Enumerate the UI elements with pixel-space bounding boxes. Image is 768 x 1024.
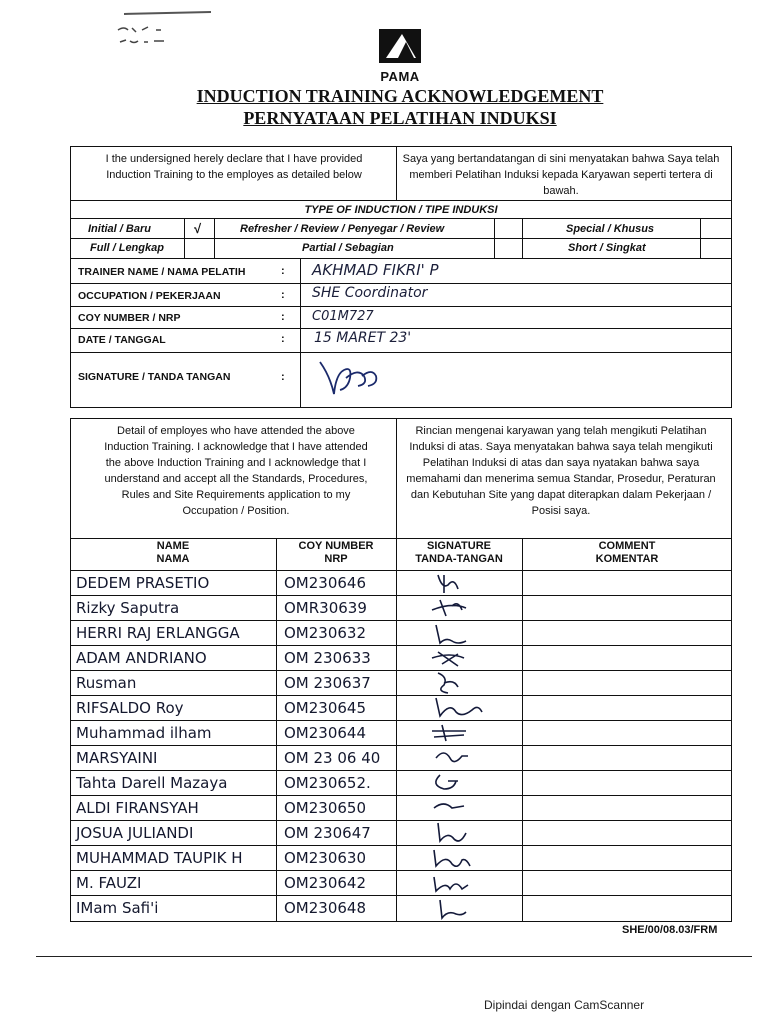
attendee-nrp: OM 230647 [284, 824, 371, 842]
col-header-coy: COY NUMBER NRP [298, 540, 374, 565]
induction-refresher: Refresher / Review / Penyegar / Review [240, 223, 445, 235]
attendee-name: HERRI RAJ ERLANGGA [76, 624, 240, 642]
attendee-name: M. FAUZI [76, 874, 142, 892]
scan-artifact-marks [116, 8, 236, 58]
pama-logo [370, 28, 430, 84]
attendees-intro-id: Rincian mengenai karyawan yang telah mengikuti Pelatihan Induksi di atas. Saya menyatakan bahwa saya telah mengikuti Pelatihan Induksi di atas dan saya nyatakan bahwa saya memahami dan menerima semua Standar, Prosedur, Peraturan dan Kebutuhan Site yang dapat diterapkan dalam Pekerjaan / Posisi saya. [406, 425, 716, 517]
row-divider [70, 670, 732, 671]
col-header-name: NAME NAMA [156, 540, 190, 565]
attendee-nrp: OM230646 [284, 574, 367, 592]
attendee-nrp: OM 23 06 40 [284, 749, 381, 767]
attendee-nrp: OM230644 [284, 724, 367, 742]
form-code: SHE/00/08.03/FRM [622, 924, 718, 936]
signature-label: SIGNATURE / TANDA TANGAN [78, 371, 231, 383]
attendee-nrp: OM 230637 [284, 674, 371, 692]
attendee-name: MUHAMMAD TAUPIK H [76, 849, 243, 867]
induction-full: Full / Lengkap [90, 242, 164, 254]
row-divider [70, 770, 732, 771]
page-title: INDUCTION TRAINING ACKNOWLEDGEMENT [196, 86, 604, 106]
attendee-nrp: OM230650 [284, 799, 367, 817]
attendee-name: Rusman [76, 674, 137, 692]
row-divider [70, 845, 732, 846]
attendee-nrp: OMR30639 [284, 599, 367, 617]
trainer-signature [316, 356, 386, 400]
induction-type-header: TYPE OF INDUCTION / TIPE INDUKSI [304, 204, 498, 216]
coy-number-label: COY NUMBER / NRP [78, 312, 181, 324]
attendee-nrp: OM230652. [284, 774, 371, 792]
induction-initial: Initial / Baru [88, 223, 151, 235]
attendee-signature [430, 621, 490, 645]
row-divider [70, 695, 732, 696]
attendee-name: ADAM ANDRIANO [76, 649, 207, 667]
attendee-signature [430, 871, 490, 895]
attendee-nrp: OM230642 [284, 874, 367, 892]
attendee-signature [430, 821, 490, 845]
induction-short: Short / Singkat [568, 242, 646, 254]
coy-number-value: C01M727 [312, 309, 374, 324]
attendee-signature [430, 746, 490, 770]
attendee-signature [430, 596, 490, 620]
attendee-nrp: OM 230633 [284, 649, 371, 667]
trainer-name-label: TRAINER NAME / NAMA PELATIH [78, 266, 246, 278]
bottom-rule [36, 956, 752, 957]
attendee-nrp: OM230632 [284, 624, 367, 642]
attendee-signature [430, 896, 490, 920]
attendee-name: ALDI FIRANSYAH [76, 799, 199, 817]
induction-partial: Partial / Sebagian [302, 242, 394, 254]
attendee-name: RIFSALDO Roy [76, 699, 184, 717]
induction-initial-check: √ [194, 221, 202, 236]
attendee-name: IMam Safi'i [76, 899, 159, 917]
attendee-name: Muhammad ilham [76, 724, 212, 742]
attendee-signature [430, 571, 490, 595]
occupation-label: OCCUPATION / PEKERJAAN [78, 290, 221, 302]
date-value: 15 MARET 23' [314, 330, 412, 346]
attendee-name: DEDEM PRASETIO [76, 574, 210, 592]
attendee-signature [430, 846, 490, 870]
row-divider [70, 620, 732, 621]
attendee-signature [430, 721, 490, 745]
row-divider [70, 820, 732, 821]
declaration-en: I the undersigned herely declare that I have provided Induction Training to the employes as detailed below [105, 153, 363, 181]
trainer-name-value: AKHMAD FIKRI' P [312, 261, 439, 279]
row-divider [70, 870, 732, 871]
page-subtitle: PERNYATAAN PELATIHAN INDUKSI [243, 108, 557, 128]
attendee-name: JOSUA JULIANDI [76, 824, 194, 842]
induction-special: Special / Khusus [566, 223, 655, 235]
attendee-nrp: OM230630 [284, 849, 367, 867]
attendee-name: MARSYAINI [76, 749, 158, 767]
attendee-signature [430, 646, 490, 670]
attendee-name: Tahta Darell Mazaya [76, 774, 228, 792]
attendee-signature [430, 671, 490, 695]
row-divider [70, 745, 732, 746]
col-header-comment: COMMENT KOMENTAR [595, 540, 659, 565]
declaration-id: Saya yang bertandatangan di sini menyatakan bahwa Saya telah memberi Pelatihan Induksi kepada Karyawan seperti tertera di bawah. [402, 153, 720, 197]
occupation-value: SHE Coordinator [312, 285, 428, 301]
attendee-signature [430, 696, 490, 720]
row-divider [70, 645, 732, 646]
row-divider [70, 720, 732, 721]
col-header-signature: SIGNATURE TANDA-TANGAN [415, 540, 503, 565]
attendee-name: Rizky Saputra [76, 599, 180, 617]
attendee-nrp: OM230648 [284, 899, 367, 917]
pama-logo-icon [378, 28, 422, 64]
attendees-intro-en: Detail of employes who have attended the above Induction Training. I acknowledge that I have attended the above Induction Training and I acknowledge that I understand and accept all the Standards, Procedures, Rules and Site Requirements application to my Occupation / Position. [104, 425, 368, 517]
logo-text: PAMA [380, 69, 420, 84]
attendee-nrp: OM230645 [284, 699, 367, 717]
date-label: DATE / TANGGAL [78, 334, 166, 346]
attendee-signature [430, 771, 490, 795]
attendee-signature [430, 796, 490, 820]
row-divider [70, 595, 732, 596]
row-divider [70, 795, 732, 796]
camscanner-watermark: Dipindai dengan CamScanner [484, 998, 645, 1012]
row-divider [70, 895, 732, 896]
